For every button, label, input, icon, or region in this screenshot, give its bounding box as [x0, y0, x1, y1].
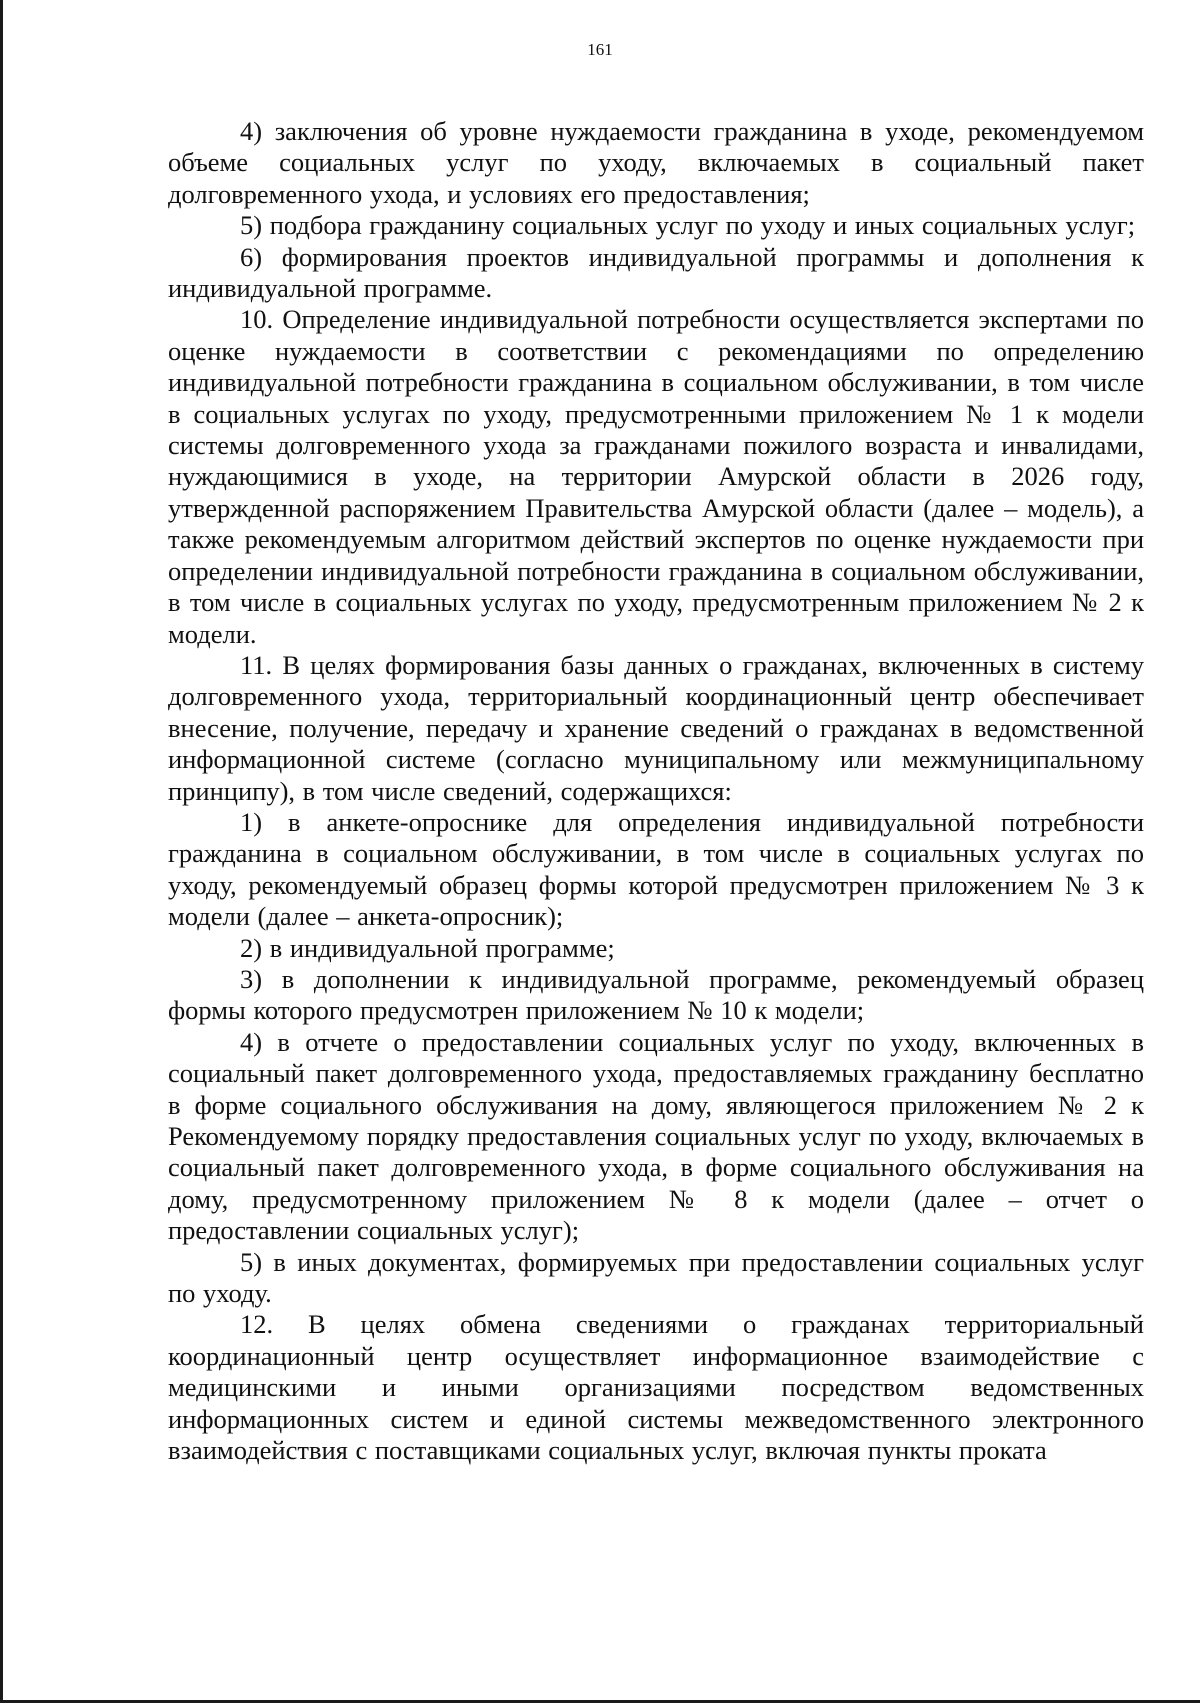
- paragraph-section-12: 12. В целях обмена сведениями о гражданах территориальный координационный центр осуществляет информационное взаимодействие с медицинскими и иными организациями посредством ведомственных информационных систем и единой системы межведомственного электронного взаимодействия с поставщиками социальных услуг, включая пункты проката: [168, 1309, 1144, 1466]
- paragraph-section-11: 11. В целях формирования базы данных о гражданах, включенных в систему долговременного ухода, территориальный координационный центр обеспечивает внесение, получение, передачу и хранение сведений о гражданах в ведомственной информационной системе (согласно муниципальному или межмуниципальному принципу), в том числе сведений, содержащихся:: [168, 649, 1144, 806]
- paragraph-sub-5-other-documents: 5) в иных документах, формируемых при предоставлении социальных услуг по уходу.: [168, 1246, 1144, 1309]
- page-number: 161: [587, 40, 613, 59]
- paragraph-sub-4-report: 4) в отчете о предоставлении социальных услуг по уходу, включенных в социальный пакет долговременного ухода, предоставляемых гражданину бесплатно в форме социального обслуживания на дому, являющегося приложением № 2 к Рекомендуемому порядку предоставления социальных услуг по уходу, включаемых в социальный пакет долговременного ухода, в форме социального обслуживания на дому, предусмотренному приложением № 8 к модели (далее – отчет о предоставлении социальных услуг);: [168, 1026, 1144, 1246]
- paragraph-sub-3-addition: 3) в дополнении к индивидуальной программе, рекомендуемый образец формы которого предусмотрен приложением № 10 к модели;: [168, 963, 1144, 1026]
- document-body: [168, 116, 1144, 1466]
- paragraph-sub-2-program: 2) в индивидуальной программе;: [240, 932, 615, 963]
- paragraph-item-4-conclusions: 4) заключения об уровне нуждаемости гражданина в уходе, рекомендуемом объеме социальных услуг по уходу, включаемых в социальный пакет долговременного ухода, и условиях его предоставления;: [168, 116, 1144, 209]
- scan-edge-left: [0, 0, 3, 1703]
- paragraph-section-10: 10. Определение индивидуальной потребности осуществляется экспертами по оценке нуждаемости в соответствии с рекомендациями по определению индивидуальной потребности гражданина в социальном обслуживании, в том числе в социальных услугах по уходу, предусмотренными приложением № 1 к модели системы долговременного ухода за гражданами пожилого возраста и инвалидами, нуждающимися в уходе, на территории Амурской области в 2026 году, утвержденной распоряжением Правительства Амурской области (далее – модель), а также рекомендуемым алгоритмом действий экспертов по оценке нуждаемости при определении индивидуальной потребности гражданина в социальном обслуживании, в том числе в социальных услугах по уходу, предусмотренным приложением № 2 к модели.: [168, 304, 1144, 649]
- paragraph-item-5-selection: 5) подбора гражданину социальных услуг по уходу и иных социальных услуг;: [240, 210, 1136, 241]
- paragraph-item-6-forming: 6) формирования проектов индивидуальной программы и дополнения к индивидуальной программе.: [168, 241, 1144, 304]
- paragraph-sub-1-questionnaire: 1) в анкете-опроснике для определения индивидуальной потребности гражданина в социальном обслуживании, в том числе в социальных услугах по уходу, рекомендуемый образец формы которой предусмотрен приложением № 3 к модели (далее – анкета-опросник);: [168, 806, 1144, 932]
